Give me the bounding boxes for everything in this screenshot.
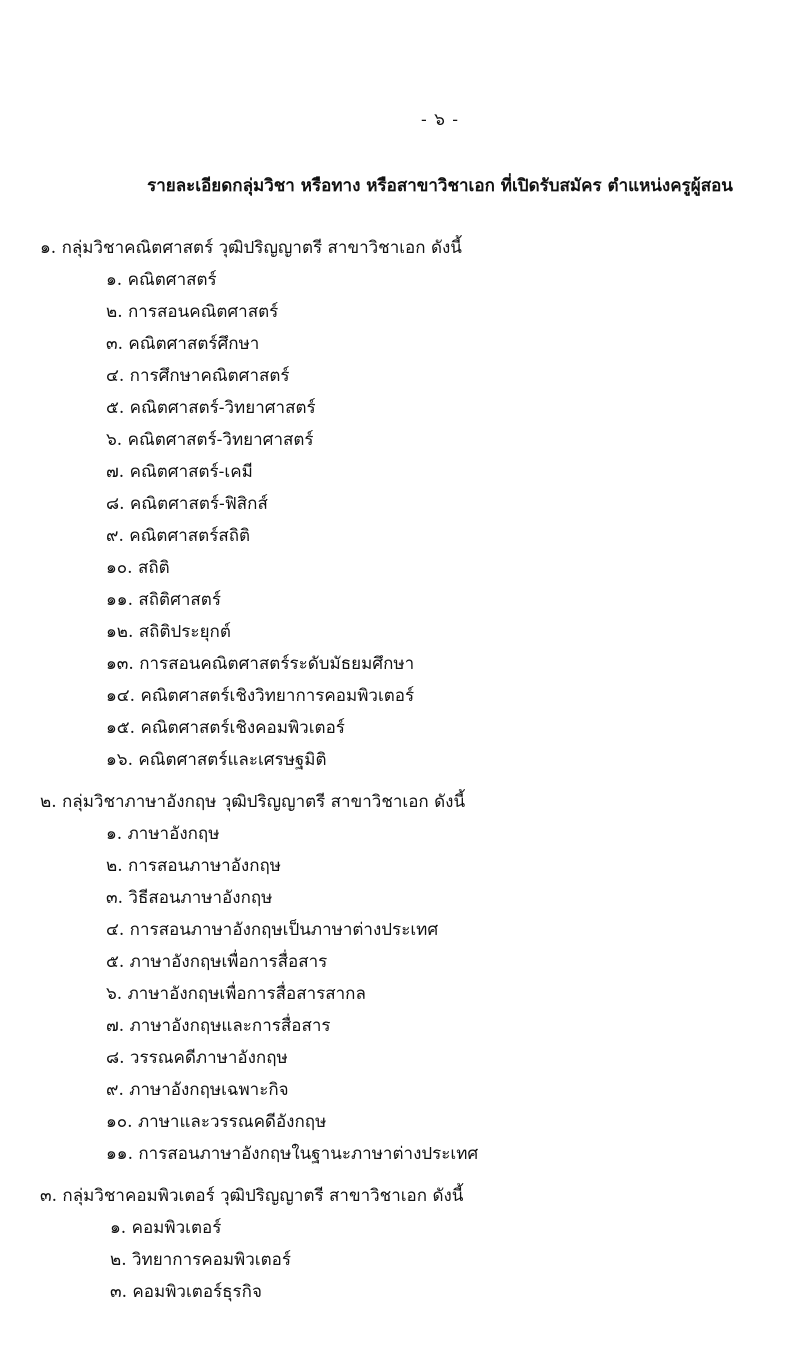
list-item: ๑๑. การสอนภาษาอังกฤษในฐานะภาษาต่างประเทศ <box>106 1144 479 1164</box>
list-item: ๔. การสอนภาษาอังกฤษเป็นภาษาต่างประเทศ <box>106 920 439 940</box>
list-item: ๑๔. คณิตศาสตร์เชิงวิทยาการคอมพิวเตอร์ <box>106 686 415 706</box>
list-item: ๙. คณิตศาสตร์สถิติ <box>106 526 251 546</box>
list-item: ๙. ภาษาอังกฤษเฉพาะกิจ <box>106 1080 289 1100</box>
major-list <box>0 1212 800 1308</box>
list-item: ๒. วิทยาการคอมพิวเตอร์ <box>110 1250 291 1270</box>
list-item: ๘. วรรณคดีภาษาอังกฤษ <box>106 1048 288 1068</box>
list-item: ๑๐. ภาษาและวรรณคดีอังกฤษ <box>106 1112 327 1132</box>
group-heading: ๓. กลุ่มวิชาคอมพิวเตอร์ วุฒิปริญญาตรี สาขาวิชาเอก ดังนี้ <box>40 1186 464 1206</box>
list-item: ๕. ภาษาอังกฤษเพื่อการสื่อสาร <box>106 952 328 972</box>
list-item: ๒. การสอนคณิตศาสตร์ <box>106 302 279 322</box>
group-heading: ๑. กลุ่มวิชาคณิตศาสตร์ วุฒิปริญญาตรี สาขาวิชาเอก ดังนี้ <box>40 238 462 258</box>
list-item: ๓. คณิตศาสตร์ศึกษา <box>106 334 260 354</box>
document-title: รายละเอียดกลุ่มวิชา หรือทาง หรือสาขาวิชาเอก ที่เปิดรับสมัคร ตำแหน่งครูผู้สอน <box>147 176 733 196</box>
list-item: ๑๑. สถิติศาสตร์ <box>106 590 221 610</box>
subject-group-computer <box>0 1180 800 1308</box>
major-list <box>0 264 800 776</box>
list-item: ๓. คอมพิวเตอร์ธุรกิจ <box>110 1282 262 1302</box>
list-item: ๓. วิธีสอนภาษาอังกฤษ <box>106 888 273 908</box>
list-item: ๑๕. คณิตศาสตร์เชิงคอมพิวเตอร์ <box>106 718 345 738</box>
subject-groups <box>0 232 800 1308</box>
subject-group-english <box>0 786 800 1170</box>
list-item: ๑. คณิตศาสตร์ <box>106 270 217 290</box>
list-item: ๑. คอมพิวเตอร์ <box>110 1218 222 1238</box>
list-item: ๘. คณิตศาสตร์-ฟิสิกส์ <box>106 494 268 514</box>
list-item: ๑๒. สถิติประยุกต์ <box>106 622 231 642</box>
list-item: ๑๖. คณิตศาสตร์และเศรษฐมิติ <box>106 750 327 770</box>
list-item: ๗. ภาษาอังกฤษและการสื่อสาร <box>106 1016 331 1036</box>
subject-group-math <box>0 232 800 776</box>
major-list <box>0 818 800 1170</box>
list-item: ๖. คณิตศาสตร์-วิทยาศาสตร์ <box>106 430 314 450</box>
list-item: ๔. การศึกษาคณิตศาสตร์ <box>106 366 290 386</box>
list-item: ๑๓. การสอนคณิตศาสตร์ระดับมัธยมศึกษา <box>106 654 415 674</box>
list-item: ๒. การสอนภาษาอังกฤษ <box>106 856 281 876</box>
page-number: - ๖ - <box>420 110 460 130</box>
group-heading: ๒. กลุ่มวิชาภาษาอังกฤษ วุฒิปริญญาตรี สาขาวิชาเอก ดังนี้ <box>40 792 466 812</box>
list-item: ๖. ภาษาอังกฤษเพื่อการสื่อสารสากล <box>106 984 366 1004</box>
list-item: ๑๐. สถิติ <box>106 558 170 578</box>
list-item: ๕. คณิตศาสตร์-วิทยาศาสตร์ <box>106 398 316 418</box>
list-item: ๑. ภาษาอังกฤษ <box>106 824 220 844</box>
list-item: ๗. คณิตศาสตร์-เคมี <box>106 462 253 482</box>
